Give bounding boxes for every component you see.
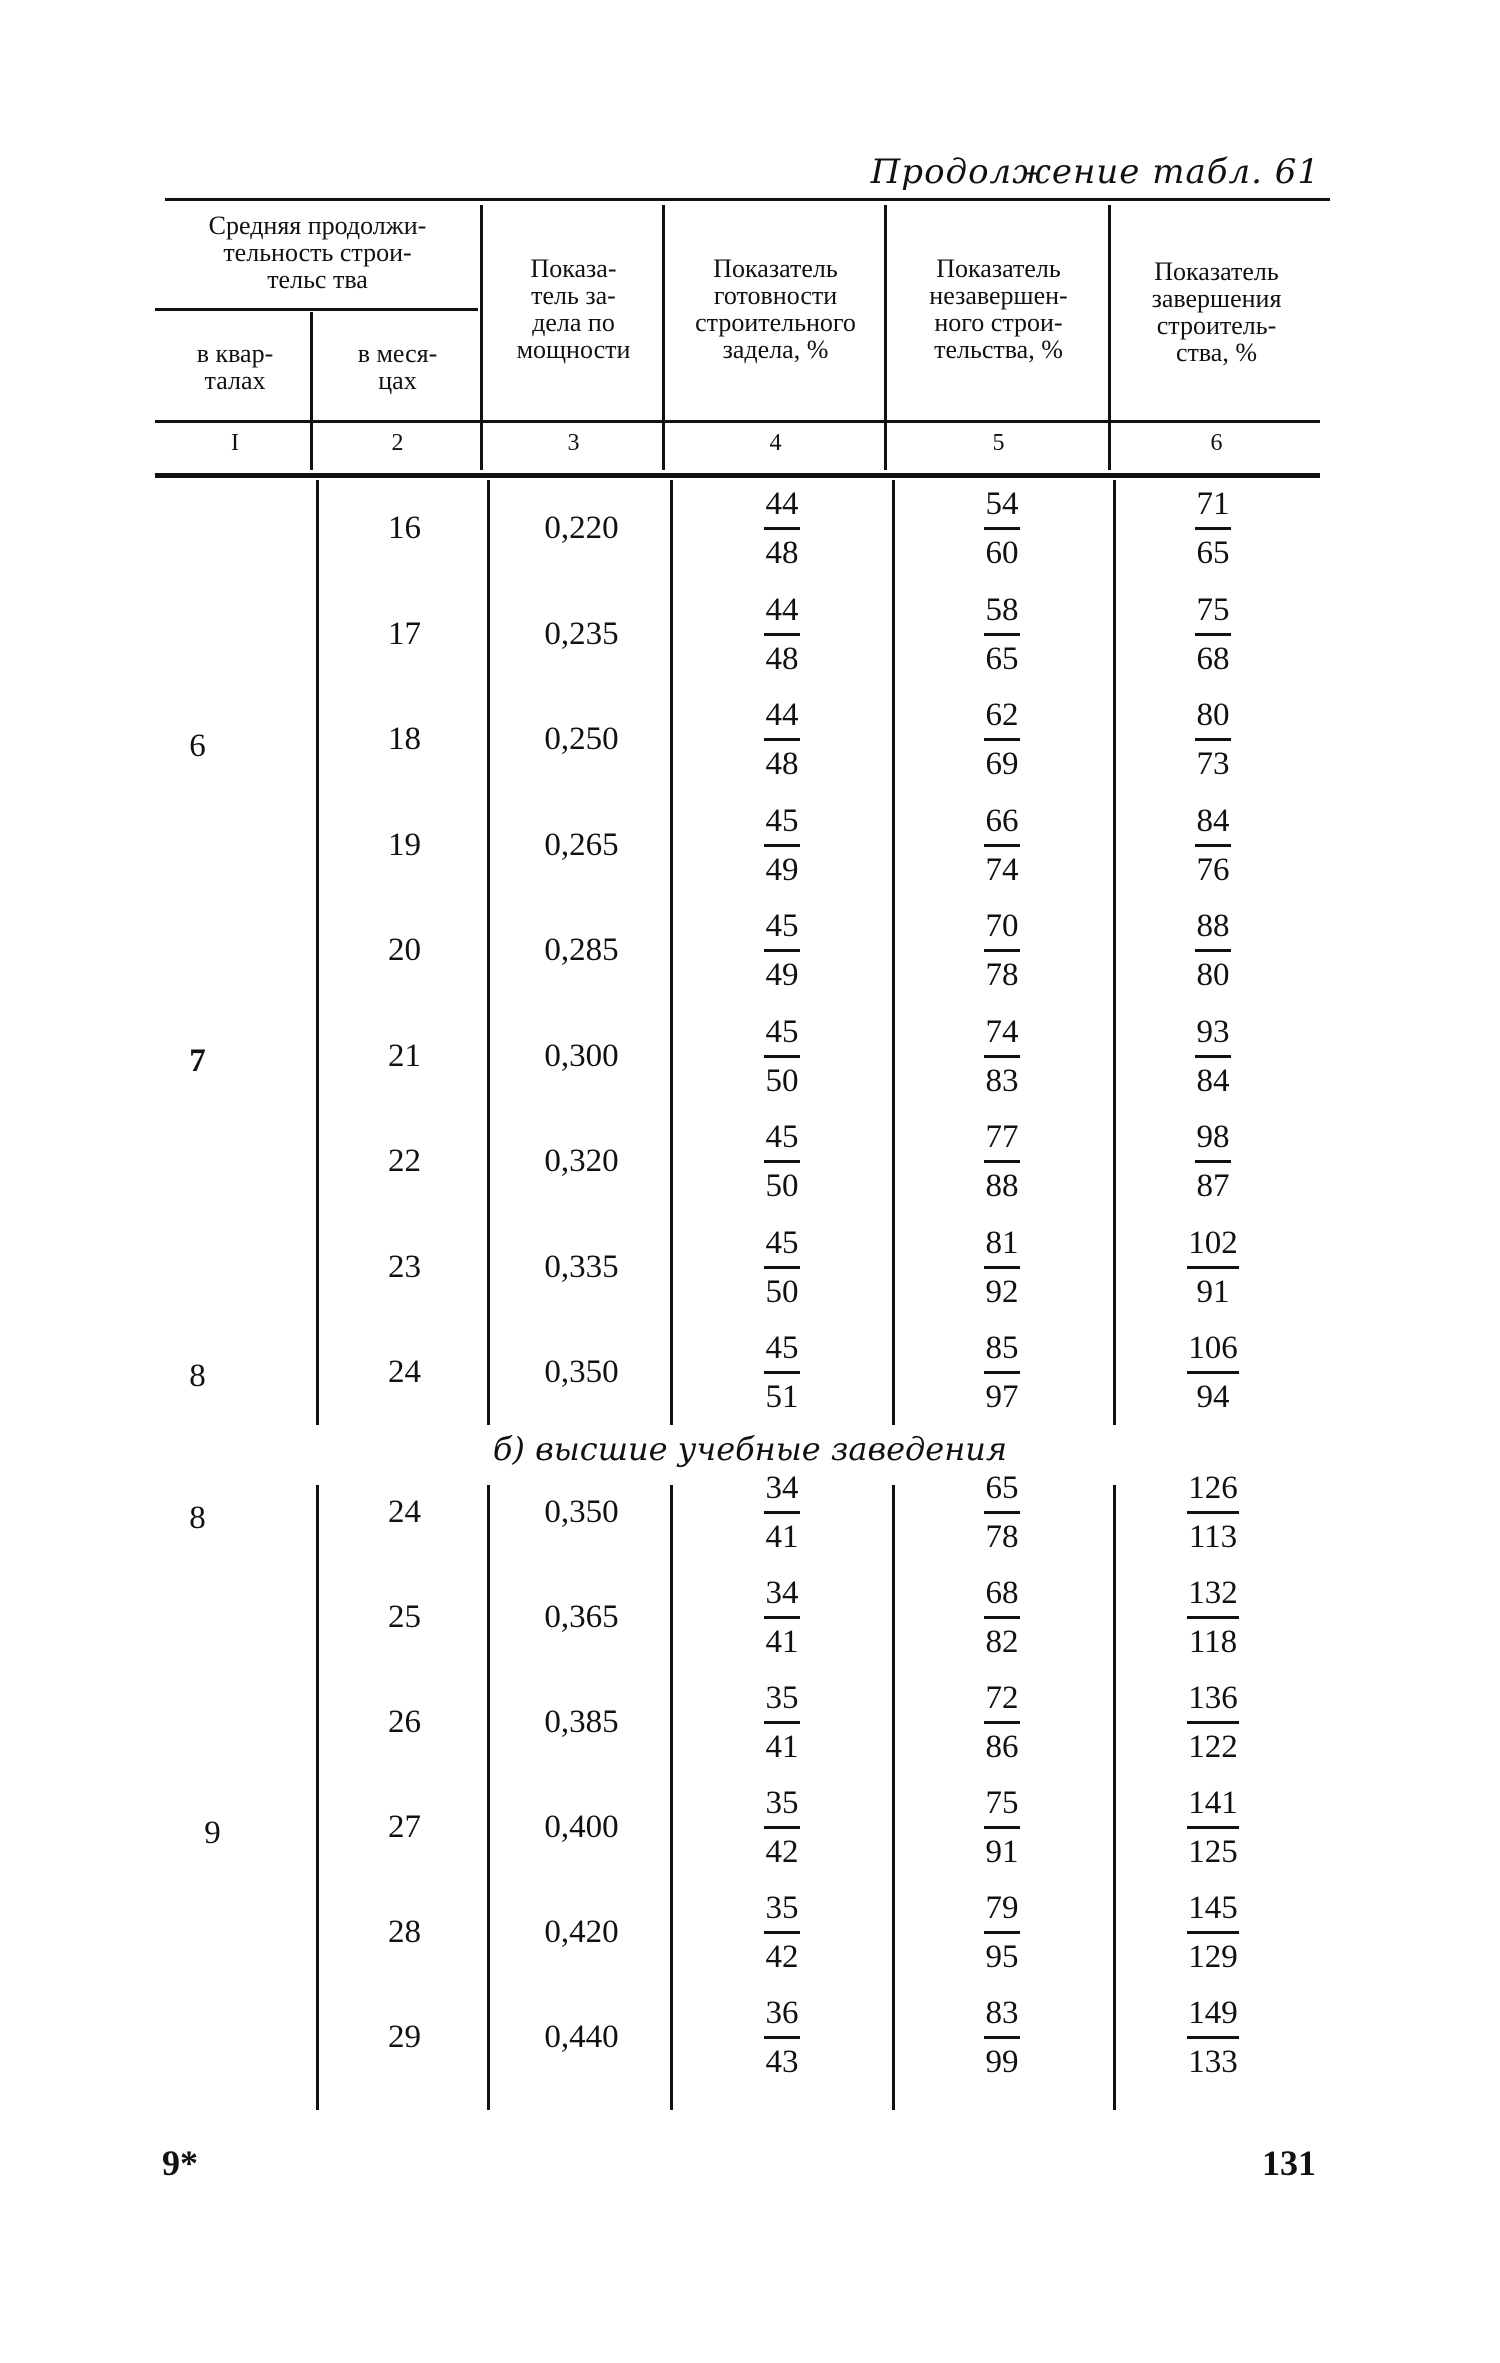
months-cell: 18 <box>388 721 421 757</box>
fraction-numerator: 79 <box>985 1890 1019 1926</box>
months-cell: 20 <box>388 932 421 968</box>
fraction-numerator: 126 <box>1188 1470 1238 1506</box>
header-divider-3 <box>662 205 665 470</box>
completion-fraction <box>1173 1785 1253 1870</box>
fraction-denominator: 99 <box>985 2044 1019 2080</box>
power-ratio-cell: 0,220 <box>544 510 619 546</box>
fraction-denominator: 83 <box>985 1062 1019 1099</box>
unfinished-fraction <box>962 1890 1042 1975</box>
fraction-denominator: 95 <box>985 1939 1019 1975</box>
fraction-denominator: 118 <box>1188 1624 1238 1660</box>
column-number-1: I <box>231 430 239 456</box>
readiness-fraction <box>742 1014 822 1099</box>
power-ratio-cell: 0,420 <box>544 1914 619 1950</box>
fraction-denominator: 42 <box>765 1834 799 1870</box>
fraction-numerator: 70 <box>985 908 1019 944</box>
completion-fraction <box>1173 592 1253 677</box>
fraction-numerator: 68 <box>985 1575 1019 1611</box>
fraction-numerator: 34 <box>765 1470 799 1506</box>
fraction-denominator: 69 <box>985 746 1019 782</box>
unfinished-fraction <box>962 908 1042 993</box>
fraction-numerator: 45 <box>765 1330 799 1366</box>
fraction-denominator: 42 <box>765 1939 799 1975</box>
readiness-fraction <box>742 1890 822 1975</box>
fraction-denominator: 76 <box>1196 851 1230 888</box>
readiness-fraction <box>742 1785 822 1870</box>
page-number: 131 <box>1262 2143 1316 2183</box>
power-ratio-cell: 0,265 <box>544 826 619 863</box>
completion-fraction <box>1173 803 1253 888</box>
fraction-denominator: 88 <box>985 1168 1019 1204</box>
fraction-numerator: 102 <box>1188 1224 1238 1261</box>
power-ratio-cell: 0,440 <box>544 2019 619 2055</box>
group-header-rule <box>155 308 478 311</box>
header-in-months: в меся- цах <box>357 339 438 395</box>
power-ratio-cell: 0,250 <box>544 721 619 757</box>
header-avg-duration: Средняя продолжи- тельность строи- тельс тва <box>208 211 427 294</box>
fraction-numerator: 36 <box>765 1995 799 2031</box>
completion-fraction <box>1173 1119 1253 1204</box>
quarter-label-6: 6 <box>189 728 206 764</box>
fraction-denominator: 82 <box>985 1624 1019 1660</box>
quarter-label-8: 8 <box>189 1358 206 1394</box>
fraction-numerator: 74 <box>985 1013 1019 1050</box>
readiness-fraction <box>742 1575 822 1660</box>
completion-fraction <box>1173 1225 1253 1310</box>
section-b-title: б) высшие учебные заведения <box>492 1430 1008 1468</box>
fraction-numerator: 77 <box>985 1119 1019 1155</box>
fraction-numerator: 136 <box>1188 1680 1238 1716</box>
fraction-denominator: 86 <box>985 1729 1019 1765</box>
body-divider-3b <box>670 1485 673 2110</box>
fraction-denominator: 43 <box>765 2044 799 2080</box>
fraction-denominator: 97 <box>985 1379 1019 1415</box>
fraction-denominator: 73 <box>1196 746 1230 782</box>
fraction-denominator: 50 <box>765 1273 799 1310</box>
fraction-denominator: 48 <box>765 535 799 571</box>
unfinished-fraction <box>962 486 1042 571</box>
completion-fraction <box>1173 1995 1253 2080</box>
fraction-numerator: 35 <box>765 1785 799 1821</box>
fraction-numerator: 45 <box>765 1119 799 1155</box>
unfinished-fraction <box>962 1680 1042 1765</box>
months-cell: 26 <box>388 1704 421 1740</box>
unfinished-fraction <box>962 1014 1042 1099</box>
months-cell: 19 <box>388 826 421 863</box>
readiness-fraction <box>742 1119 822 1204</box>
readiness-fraction <box>742 1470 822 1555</box>
fraction-numerator: 145 <box>1188 1890 1238 1926</box>
body-divider-4a <box>892 480 895 1425</box>
fraction-numerator: 35 <box>765 1890 799 1926</box>
fraction-numerator: 84 <box>1196 802 1230 839</box>
unfinished-fraction <box>962 592 1042 677</box>
fraction-numerator: 132 <box>1188 1575 1238 1611</box>
months-cell: 23 <box>388 1248 421 1285</box>
readiness-fraction <box>742 908 822 993</box>
power-ratio-cell: 0,335 <box>544 1248 619 1285</box>
unfinished-fraction <box>962 1995 1042 2080</box>
body-top-rule <box>155 475 1320 478</box>
readiness-fraction <box>742 592 822 677</box>
header-in-quarters: в квар- талах <box>196 339 274 395</box>
fraction-denominator: 122 <box>1188 1729 1238 1765</box>
fraction-denominator: 113 <box>1188 1519 1238 1555</box>
column-number-6: 6 <box>1210 430 1223 456</box>
unfinished-fraction <box>962 803 1042 888</box>
fraction-denominator: 49 <box>765 851 799 888</box>
fraction-denominator: 41 <box>765 1519 799 1555</box>
fraction-numerator: 65 <box>985 1470 1019 1506</box>
fraction-denominator: 51 <box>765 1379 799 1415</box>
months-cell: 27 <box>388 1809 421 1845</box>
header-divider-4 <box>884 205 887 470</box>
readiness-fraction <box>742 803 822 888</box>
body-divider-5b <box>1113 1485 1116 2110</box>
months-cell: 22 <box>388 1143 421 1179</box>
fraction-numerator: 149 <box>1188 1995 1238 2031</box>
fraction-numerator: 75 <box>1196 591 1230 628</box>
fraction-numerator: 80 <box>1196 697 1230 733</box>
header-readiness: Показатель готовности строительного задела, % <box>695 254 856 364</box>
column-number-2: 2 <box>391 430 404 456</box>
completion-fraction <box>1173 697 1253 782</box>
completion-fraction <box>1173 1470 1253 1555</box>
unfinished-fraction <box>962 1470 1042 1555</box>
fraction-denominator: 129 <box>1188 1939 1238 1975</box>
header-divider-2 <box>480 205 483 470</box>
fraction-numerator: 106 <box>1188 1330 1238 1366</box>
fraction-denominator: 49 <box>765 957 799 993</box>
fraction-denominator: 48 <box>765 640 799 677</box>
unfinished-fraction <box>962 1785 1042 1870</box>
body-divider-2b <box>487 1485 490 2110</box>
fraction-denominator: 60 <box>985 535 1019 571</box>
fraction-denominator: 41 <box>765 1624 799 1660</box>
months-cell: 29 <box>388 2019 421 2055</box>
body-divider-1a <box>316 480 319 1425</box>
fraction-numerator: 45 <box>765 1013 799 1050</box>
fraction-numerator: 44 <box>765 486 799 522</box>
fraction-numerator: 35 <box>765 1680 799 1716</box>
power-ratio-cell: 0,385 <box>544 1704 619 1740</box>
unfinished-fraction <box>962 1575 1042 1660</box>
fraction-denominator: 92 <box>985 1273 1019 1310</box>
unfinished-fraction <box>962 1225 1042 1310</box>
power-ratio-cell: 0,300 <box>544 1037 619 1074</box>
months-cell: 24 <box>388 1494 421 1530</box>
fraction-numerator: 85 <box>985 1330 1019 1366</box>
fraction-denominator: 65 <box>1196 535 1230 571</box>
months-cell: 24 <box>388 1354 421 1390</box>
fraction-denominator: 84 <box>1196 1062 1230 1099</box>
table-continuation-heading: Продолжение табл. 61 <box>870 152 1320 192</box>
fraction-denominator: 80 <box>1196 957 1230 993</box>
unfinished-fraction <box>962 1119 1042 1204</box>
months-cell: 25 <box>388 1599 421 1635</box>
fraction-numerator: 34 <box>765 1575 799 1611</box>
fraction-numerator: 45 <box>765 1224 799 1261</box>
power-ratio-cell: 0,285 <box>544 932 619 968</box>
column-number-4: 4 <box>769 430 782 456</box>
fraction-numerator: 66 <box>985 802 1019 839</box>
body-divider-1b <box>316 1485 319 2110</box>
readiness-fraction <box>742 697 822 782</box>
quarter-label-9: 9 <box>204 1815 221 1851</box>
fraction-denominator: 94 <box>1196 1379 1230 1415</box>
signature-mark: 9* <box>162 2143 198 2183</box>
fraction-numerator: 45 <box>765 908 799 944</box>
fraction-denominator: 48 <box>765 746 799 782</box>
months-cell: 21 <box>388 1037 421 1074</box>
fraction-numerator: 44 <box>765 591 799 628</box>
fraction-numerator: 62 <box>985 697 1019 733</box>
header-power-backlog: Показа- тель за- дела по мощности <box>516 254 631 364</box>
completion-fraction <box>1173 1014 1253 1099</box>
fraction-denominator: 65 <box>985 640 1019 677</box>
power-ratio-cell: 0,235 <box>544 615 619 652</box>
body-divider-4b <box>892 1485 895 2110</box>
fraction-denominator: 133 <box>1188 2044 1238 2080</box>
fraction-denominator: 50 <box>765 1062 799 1099</box>
fraction-denominator: 78 <box>985 1519 1019 1555</box>
power-ratio-cell: 0,350 <box>544 1494 619 1530</box>
fraction-denominator: 50 <box>765 1168 799 1204</box>
readiness-fraction <box>742 1330 822 1415</box>
months-cell: 17 <box>388 615 421 652</box>
header-unfinished: Показатель незавершен- ного строи- тельства, % <box>929 254 1068 364</box>
readiness-fraction <box>742 1680 822 1765</box>
readiness-fraction <box>742 486 822 571</box>
body-divider-2a <box>487 480 490 1425</box>
power-ratio-cell: 0,400 <box>544 1809 619 1845</box>
fraction-denominator: 68 <box>1196 640 1230 677</box>
readiness-fraction <box>742 1995 822 2080</box>
completion-fraction <box>1173 1330 1253 1415</box>
completion-fraction <box>1173 486 1253 571</box>
fraction-numerator: 83 <box>985 1995 1019 2031</box>
months-cell: 28 <box>388 1914 421 1950</box>
fraction-denominator: 91 <box>985 1834 1019 1870</box>
unfinished-fraction <box>962 1330 1042 1415</box>
subheader-rule <box>155 420 1320 423</box>
fraction-numerator: 141 <box>1188 1785 1238 1821</box>
fraction-numerator: 98 <box>1196 1119 1230 1155</box>
fraction-numerator: 93 <box>1196 1013 1230 1050</box>
fraction-denominator: 87 <box>1196 1168 1230 1204</box>
fraction-denominator: 91 <box>1196 1273 1230 1310</box>
header-completion: Показатель завершения строитель- ства, % <box>1151 257 1282 367</box>
header-divider-1 <box>310 312 313 470</box>
fraction-numerator: 44 <box>765 697 799 733</box>
completion-fraction <box>1173 1890 1253 1975</box>
completion-fraction <box>1173 1575 1253 1660</box>
fraction-denominator: 125 <box>1188 1834 1238 1870</box>
fraction-numerator: 88 <box>1196 908 1230 944</box>
column-number-5: 5 <box>992 430 1005 456</box>
power-ratio-cell: 0,365 <box>544 1599 619 1635</box>
fraction-numerator: 81 <box>985 1224 1019 1261</box>
fraction-denominator: 74 <box>985 851 1019 888</box>
fraction-numerator: 71 <box>1196 486 1230 522</box>
fraction-numerator: 72 <box>985 1680 1019 1716</box>
fraction-numerator: 54 <box>985 486 1019 522</box>
body-divider-5a <box>1113 480 1116 1425</box>
power-ratio-cell: 0,350 <box>544 1354 619 1390</box>
column-number-3: 3 <box>567 430 580 456</box>
header-divider-5 <box>1108 205 1111 470</box>
completion-fraction <box>1173 908 1253 993</box>
body-divider-3a <box>670 480 673 1425</box>
quarter-label-8b: 8 <box>189 1500 206 1536</box>
fraction-numerator: 45 <box>765 802 799 839</box>
months-cell: 16 <box>388 510 421 546</box>
fraction-numerator: 75 <box>985 1785 1019 1821</box>
fraction-denominator: 78 <box>985 957 1019 993</box>
readiness-fraction <box>742 1225 822 1310</box>
quarter-label-7: 7 <box>189 1043 206 1079</box>
power-ratio-cell: 0,320 <box>544 1143 619 1179</box>
unfinished-fraction <box>962 697 1042 782</box>
header-top-rule <box>165 198 1330 201</box>
fraction-denominator: 41 <box>765 1729 799 1765</box>
completion-fraction <box>1173 1680 1253 1765</box>
fraction-numerator: 58 <box>985 591 1019 628</box>
